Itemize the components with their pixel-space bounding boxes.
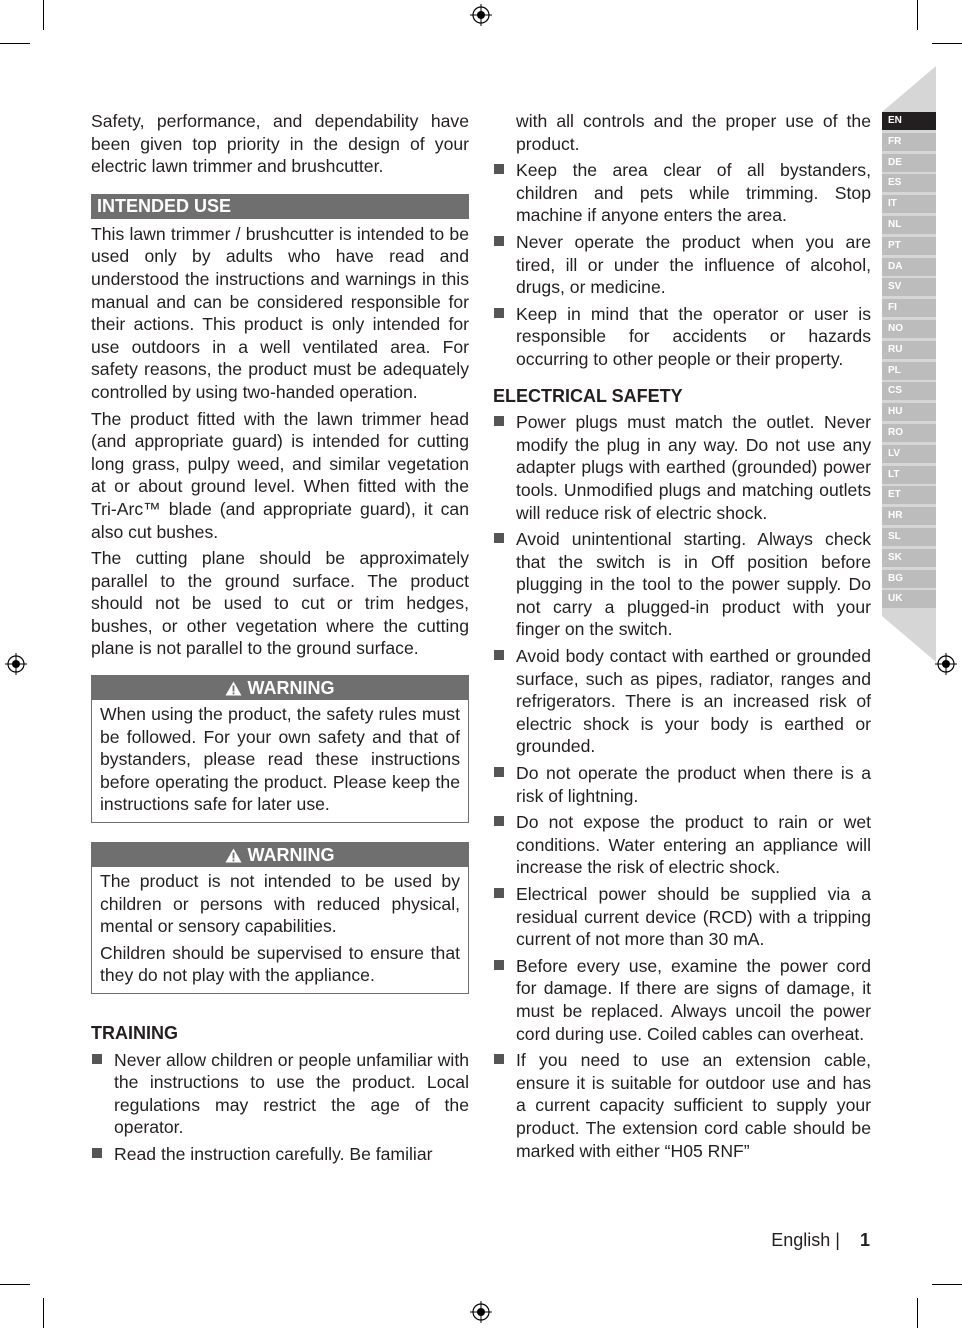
- language-tab-ro[interactable]: RO: [882, 424, 936, 442]
- intended-use-paragraph: This lawn trimmer / brushcutter is intended to be used only by adults who have read and understood the instructions and warnings in this manual and can be considered responsible for their actions. This product is only intended for use outdoors in a well ventilated area. For safety reasons, the product must be adequately controlled by using two-handed operation.: [91, 223, 469, 402]
- bullet-square-icon: [494, 164, 504, 174]
- language-tab-bg[interactable]: BG: [882, 570, 936, 588]
- training-list: [91, 1049, 469, 1166]
- language-tab-it[interactable]: IT: [882, 195, 936, 213]
- warning-triangle-icon: [225, 848, 242, 863]
- language-tab-fi[interactable]: FI: [882, 299, 936, 317]
- warning-triangle-icon: [225, 681, 242, 696]
- language-tab-hr[interactable]: HR: [882, 507, 936, 525]
- warning-text: Children should be supervised to ensure that they do not play with the appliance.: [100, 942, 460, 986]
- crop-mark: [932, 1284, 962, 1285]
- language-tab-fr[interactable]: FR: [882, 133, 936, 151]
- intended-use-paragraph: The product fitted with the lawn trimmer head (and appropriate guard) is intended for cutting long grass, pulpy weed, and similar vegetation at or about ground level. When fitted with the Tri-Arc™ blade (and appropriate guard), it can also cut bushes.: [91, 408, 469, 542]
- language-tab-sk[interactable]: SK: [882, 549, 936, 567]
- page-footer: [771, 1230, 870, 1251]
- warning-label: WARNING: [247, 678, 335, 699]
- list-item: Read the instruction carefully. Be familiar: [91, 1143, 469, 1166]
- list-item: Power plugs must match the outlet. Never modify the plug in any way. Do not use any adapter plugs with earthed (grounded) power tools. Unmodified plugs and matching outlets will reduce risk of electric shock.: [493, 411, 871, 524]
- list-item: Do not expose the product to rain or wet conditions. Water entering an appliance will increase the risk of electric shock.: [493, 811, 871, 879]
- electrical-list: [493, 411, 871, 1162]
- list-item: Do not operate the product when there is a risk of lightning.: [493, 762, 871, 807]
- language-tab-de[interactable]: DE: [882, 154, 936, 172]
- training-list-continued: [493, 159, 871, 370]
- list-item: If you need to use an extension cable, ensure it is suitable for outdoor use and has a current capacity sufficient to supply your product. The extension cord cable should be marked with either “H05 RNF”: [493, 1049, 871, 1162]
- language-tab-sv[interactable]: SV: [882, 278, 936, 296]
- electrical-safety-heading: ELECTRICAL SAFETY: [493, 385, 683, 406]
- continued-text: with all controls and the proper use of the product.: [516, 111, 871, 154]
- warning-box: [91, 842, 469, 994]
- language-tab-lt[interactable]: LT: [882, 466, 936, 484]
- bullet-square-icon: [494, 650, 504, 660]
- language-tab-hu[interactable]: HU: [882, 403, 936, 421]
- registration-mark-icon: [470, 4, 492, 26]
- bullet-square-icon: [494, 533, 504, 543]
- bullet-square-icon: [494, 416, 504, 426]
- registration-mark-icon: [5, 653, 27, 675]
- warning-header: [92, 676, 468, 700]
- language-tab-et[interactable]: ET: [882, 486, 936, 504]
- registration-mark-icon: [470, 1301, 492, 1323]
- bullet-square-icon: [494, 1054, 504, 1064]
- bullet-square-icon: [494, 308, 504, 318]
- registration-mark-icon: [935, 653, 957, 675]
- language-tab-no[interactable]: NO: [882, 320, 936, 338]
- list-item: Never allow children or people unfamiliar with the instructions to use the product. Local regulations may restrict the age of the operator.: [91, 1049, 469, 1139]
- crop-mark: [932, 43, 962, 44]
- language-tabs: [882, 112, 936, 611]
- crop-mark: [43, 1298, 44, 1328]
- language-tab-ru[interactable]: RU: [882, 341, 936, 359]
- language-tab-uk[interactable]: UK: [882, 590, 936, 608]
- bullet-square-icon: [92, 1054, 102, 1064]
- language-tab-pl[interactable]: PL: [882, 362, 936, 380]
- list-item: Before every use, examine the power cord for damage. If there are signs of damage, it must be replaced. Always uncoil the power cord during use. Coiled cables can overheat.: [493, 955, 871, 1045]
- crop-mark: [917, 1298, 918, 1328]
- left-column: [91, 110, 469, 1170]
- list-item: Keep in mind that the operator or user is responsible for accidents or hazards occurring to other people or their property.: [493, 303, 871, 371]
- intended-use-heading: INTENDED USE: [91, 194, 469, 219]
- language-tab-lv[interactable]: LV: [882, 445, 936, 463]
- language-tab-pt[interactable]: PT: [882, 237, 936, 255]
- training-heading: TRAINING: [91, 1023, 178, 1043]
- list-item: Avoid body contact with earthed or grounded surface, such as pipes, radiator, ranges and refrigerators. There is an increased risk of electric shock is your body is earthed or grounded.: [493, 645, 871, 758]
- right-column: [493, 110, 871, 1166]
- bullet-square-icon: [494, 960, 504, 970]
- list-item: Keep the area clear of all bystanders, children and pets while trimming. Stop machine if anyone enters the area.: [493, 159, 871, 227]
- page-number: 1: [859, 1230, 870, 1250]
- intro-paragraph: Safety, performance, and dependability have been given top priority in the design of your electric lawn trimmer and brushcutter.: [91, 111, 469, 177]
- bullet-square-icon: [92, 1148, 102, 1158]
- warning-header: [92, 843, 468, 867]
- list-item: Never operate the product when you are tired, ill or under the influence of alcohol, drugs, or medicine.: [493, 231, 871, 299]
- crop-mark: [0, 1284, 30, 1285]
- language-tab-nl[interactable]: NL: [882, 216, 936, 234]
- language-tab-da[interactable]: DA: [882, 258, 936, 276]
- language-tab-en[interactable]: EN: [882, 112, 936, 130]
- list-item: Electrical power should be supplied via a residual current device (RCD) with a tripping current of not more than 30 mA.: [493, 883, 871, 951]
- warning-label: WARNING: [247, 845, 335, 866]
- language-tab-es[interactable]: ES: [882, 174, 936, 192]
- bullet-square-icon: [494, 888, 504, 898]
- language-tab-sl[interactable]: SL: [882, 528, 936, 546]
- warning-text: When using the product, the safety rules must be followed. For your own safety and that of bystanders, please read these instructions before operating the product. Please keep the instructions safe for later use.: [100, 704, 460, 815]
- intended-use-paragraph: The cutting plane should be approximately parallel to the ground surface. The product should not be used to cut or trim hedges, bushes, or other vegetation where the cutting plane is not parallel to the ground surface.: [91, 548, 469, 659]
- list-item: Avoid unintentional starting. Always check that the switch is in Off position before plugging in the tool to the power supply. Do not carry a plugged-in product with your finger on the switch.: [493, 528, 871, 641]
- bullet-square-icon: [494, 236, 504, 246]
- crop-mark: [0, 43, 30, 44]
- footer-language: English |: [771, 1230, 840, 1250]
- language-tab-cs[interactable]: CS: [882, 382, 936, 400]
- warning-text: The product is not intended to be used by children or persons with reduced physical, mental or sensory capabilities.: [100, 871, 460, 937]
- crop-mark: [917, 0, 918, 30]
- warning-box: [91, 675, 469, 823]
- crop-mark: [43, 0, 44, 30]
- bullet-square-icon: [494, 767, 504, 777]
- bullet-square-icon: [494, 816, 504, 826]
